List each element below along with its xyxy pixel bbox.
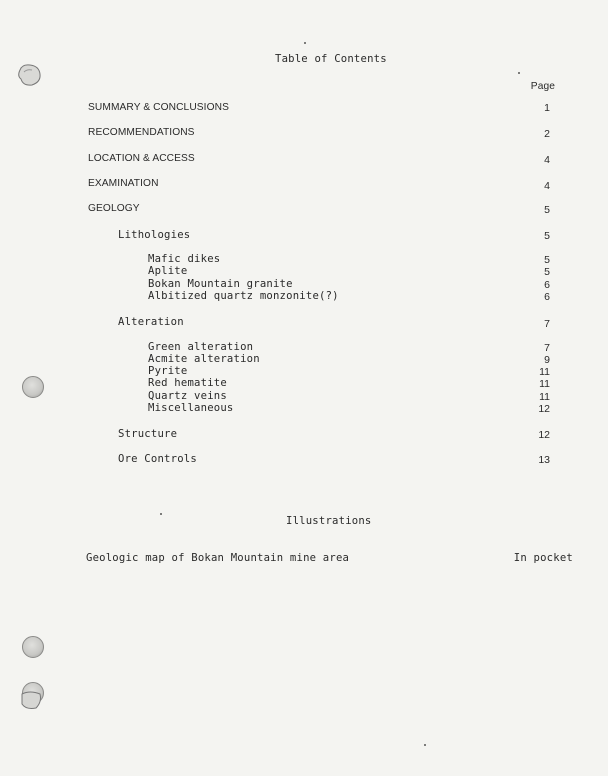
toc-subsection-label: Structure — [118, 428, 178, 440]
toc-entry-page: 2 — [544, 128, 550, 140]
toc-item-label: Red hematite — [148, 377, 227, 389]
binder-hole-icon — [22, 376, 44, 398]
toc-entry-page: 1 — [544, 102, 550, 114]
toc-entry-page: 13 — [538, 454, 550, 466]
toc-entry-page: 11 — [539, 378, 550, 390]
toc-entry-page: 12 — [538, 403, 550, 415]
paper-speck — [304, 42, 306, 44]
toc-item-label: Bokan Mountain granite — [148, 278, 293, 290]
illustration-location: In pocket — [513, 552, 573, 564]
toc-entry-label: EXAMINATION — [88, 178, 159, 189]
toc-entry-page: 5 — [544, 266, 550, 278]
toc-subsection-label: Lithologies — [118, 229, 191, 241]
toc-title: Table of Contents — [275, 53, 387, 65]
toc-entry-label: SUMMARY & CONCLUSIONS — [88, 102, 229, 113]
toc-entry-page: 5 — [544, 230, 550, 242]
paper-speck — [518, 72, 520, 74]
toc-subsection-label: Ore Controls — [118, 453, 197, 465]
paper-speck — [160, 513, 162, 515]
illustrations-title: Illustrations — [286, 515, 372, 527]
toc-entry-label: GEOLOGY — [88, 203, 140, 214]
torn-binder-hole-icon — [14, 60, 44, 90]
toc-entry-page: 4 — [544, 154, 550, 166]
toc-entry-page: 6 — [544, 279, 550, 291]
toc-entry-page: 7 — [544, 318, 550, 330]
toc-entry-label: RECOMMENDATIONS — [88, 127, 195, 138]
toc-item-label: Green alteration — [148, 341, 254, 353]
toc-item-label: Mafic dikes — [148, 253, 221, 265]
toc-entry-page: 12 — [538, 429, 550, 441]
toc-item-label: Quartz veins — [148, 390, 227, 402]
toc-entry-page: 9 — [544, 354, 550, 366]
toc-entry-page: 5 — [544, 204, 550, 216]
toc-entry-page: 6 — [544, 291, 550, 303]
toc-item-label: Pyrite — [148, 365, 188, 377]
toc-entry-page: 11 — [539, 391, 550, 403]
toc-item-label: Miscellaneous — [148, 402, 234, 414]
page-column-header: Page — [530, 81, 555, 92]
toc-entry-page: 7 — [544, 342, 550, 354]
paper-speck — [424, 744, 426, 746]
toc-item-label: Acmite alteration — [148, 353, 260, 365]
toc-entry-page: 11 — [539, 366, 550, 378]
toc-item-label: Albitized quartz monzonite(?) — [148, 290, 339, 302]
toc-entry-page: 4 — [544, 180, 550, 192]
toc-subsection-label: Alteration — [118, 316, 184, 328]
illustration-label: Geologic map of Bokan Mountain mine area — [86, 552, 350, 564]
binder-hole-icon — [22, 636, 44, 658]
toc-item-label: Aplite — [148, 265, 188, 277]
toc-entry-page: 5 — [544, 254, 550, 266]
torn-binder-hole-icon — [18, 688, 44, 712]
toc-entry-label: LOCATION & ACCESS — [88, 153, 195, 164]
